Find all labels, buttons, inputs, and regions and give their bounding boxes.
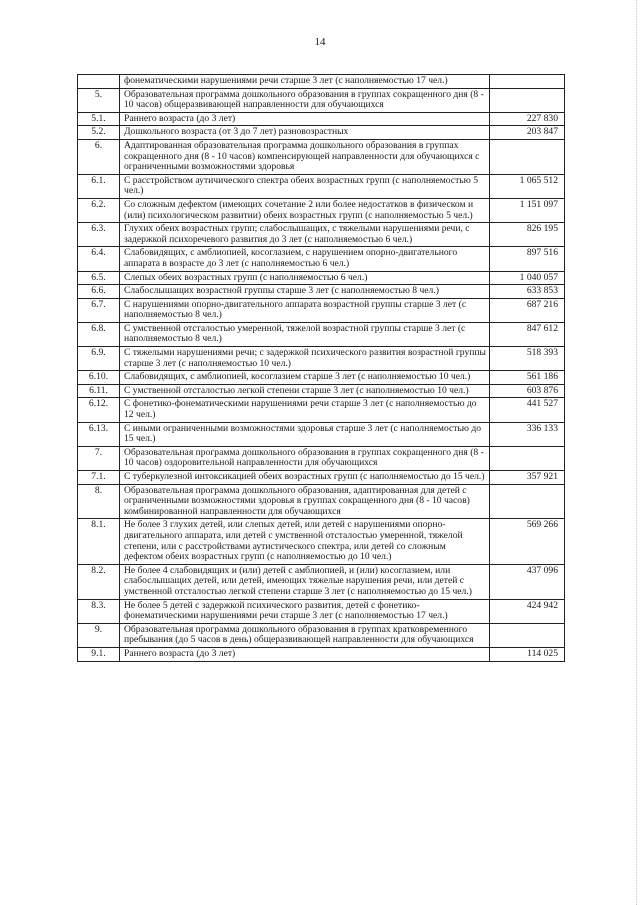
row-description: Слабовидящих, с амблиопией, косоглазием, с нарушением опорно-двигательного аппарата в возрасте до 3 лет (с наполняемостью 6 чел.) — [120, 247, 490, 271]
row-number: 6.12. — [78, 398, 120, 422]
row-description: С иными ограниченными возможностями здоровья старше 3 лет (с наполняемостью до 15 чел.) — [120, 422, 490, 446]
table-row — [78, 599, 565, 623]
row-number: 6.8. — [78, 322, 120, 346]
row-value: 897 516 — [490, 247, 565, 271]
table-row — [78, 112, 565, 126]
row-value: 227 830 — [490, 112, 565, 126]
row-description: Раннего возраста (до 3 лет) — [120, 647, 490, 661]
row-value: 518 393 — [490, 347, 565, 371]
row-value: 687 216 — [490, 298, 565, 322]
table-row — [78, 384, 565, 398]
row-value: 203 847 — [490, 126, 565, 140]
row-value: 633 853 — [490, 285, 565, 299]
row-number: 6. — [78, 139, 120, 174]
row-value: 847 612 — [490, 322, 565, 346]
table-row — [78, 484, 565, 519]
row-description: Глухих обеих возрастных групп; слабослышащих, с тяжелыми нарушениями речи, с задержкой психоречевого развития до 3 лет (с наполняемостью 6 чел.) — [120, 223, 490, 247]
table-row — [78, 647, 565, 661]
row-description: Слабовидящих, с амблиопией, косоглазием старше 3 лет (с наполняемостью 10 чел.) — [120, 371, 490, 385]
row-number: 6.4. — [78, 247, 120, 271]
row-number: 8.3. — [78, 599, 120, 623]
row-value: 603 876 — [490, 384, 565, 398]
row-description: Дошкольного возраста (от 3 до 7 лет) разновозрастных — [120, 126, 490, 140]
table-row — [78, 139, 565, 174]
row-number: 6.9. — [78, 347, 120, 371]
row-description: С нарушениями опорно-двигательного аппарата возрастной группы старше 3 лет (с наполняемостью 8 чел.) — [120, 298, 490, 322]
row-description: Со сложным дефектом (имеющих сочетание 2 или более недостатков в физическом и (или) психологическом развитии) обеих возрастных групп (с наполняемостью 5 чел.) — [120, 198, 490, 222]
table-body — [78, 75, 565, 662]
row-description: Не более 3 глухих детей, или слепых детей, или детей с нарушениями опорно-двигательного аппарата, или детей с умственной отсталостью умеренной, тяжелой степени, или с расстройствами аутистического спектра, или детей со сложным дефектом обеих возрастных групп (с наполняемостью до 10 чел.) — [120, 519, 490, 564]
table-row — [78, 285, 565, 299]
row-number: 9.1. — [78, 647, 120, 661]
row-number: 6.5. — [78, 271, 120, 285]
table-row — [78, 88, 565, 112]
row-description: Образовательная программа дошкольного образования, адаптированная для детей с ограниченными возможностями здоровья в группах сокращенного дня (8 - 10 часов) комбинированной направленности для обучающихся — [120, 484, 490, 519]
row-value: 114 025 — [490, 647, 565, 661]
row-description: С расстройством аутичического спектра обеих возрастных групп (с наполняемостью 5 чел.) — [120, 174, 490, 198]
row-number: 6.2. — [78, 198, 120, 222]
table-row — [78, 298, 565, 322]
table-row — [78, 75, 565, 89]
row-description: Слабослышащих возрастной группы старше 3 лет (с наполняемостью 8 чел.) — [120, 285, 490, 299]
row-description: С умственной отсталостью легкой степени старше 3 лет (с наполняемостью 10 чел.) — [120, 384, 490, 398]
row-value: 357 921 — [490, 471, 565, 485]
row-number: 6.3. — [78, 223, 120, 247]
row-value: 1 151 097 — [490, 198, 565, 222]
table-row — [78, 322, 565, 346]
row-description: Образовательная программа дошкольного образования в группах сокращенного дня (8 - 10 часов) оздоровительной направленности для обучающихся — [120, 446, 490, 470]
row-value — [490, 88, 565, 112]
row-description: Не более 4 слабовидящих и (или) детей с амблиопией, и (или) косоглазием, или слабослышащих детей, или детей, имеющих тяжелые нарушения речи, или детей с умственной отсталостью легкой степени старше 3 лет (с наполняемостью до 15 чел.) — [120, 564, 490, 599]
table-row — [78, 564, 565, 599]
row-value: 569 266 — [490, 519, 565, 564]
row-value: 1 065 512 — [490, 174, 565, 198]
row-number: 6.7. — [78, 298, 120, 322]
row-value — [490, 446, 565, 470]
table-row — [78, 271, 565, 285]
table-row — [78, 371, 565, 385]
row-number: 5.2. — [78, 126, 120, 140]
scan-margin-line — [636, 0, 637, 905]
row-value — [490, 139, 565, 174]
row-description: С фонетико-фонематическими нарушениями речи старше 3 лет (с наполняемостью до 12 чел.) — [120, 398, 490, 422]
row-number: 6.10. — [78, 371, 120, 385]
row-description: Слепых обеих возрастных групп (с наполняемостью 6 чел.) — [120, 271, 490, 285]
row-value: 437 096 — [490, 564, 565, 599]
table-row — [78, 471, 565, 485]
row-description: фонематическими нарушениями речи старше 3 лет (с наполняемостью 17 чел.) — [120, 75, 490, 89]
row-number: 8. — [78, 484, 120, 519]
row-number: 6.6. — [78, 285, 120, 299]
cost-table — [77, 74, 565, 662]
table-row — [78, 174, 565, 198]
row-number: 5.1. — [78, 112, 120, 126]
row-value — [490, 75, 565, 89]
page-number: 14 — [314, 36, 326, 48]
row-value — [490, 484, 565, 519]
row-value: 826 195 — [490, 223, 565, 247]
table-row — [78, 198, 565, 222]
row-number: 6.1. — [78, 174, 120, 198]
row-number: 7. — [78, 446, 120, 470]
row-description: Адаптированная образовательная программа дошкольного образования в группах сокращенного дня (8 - 10 часов) компенсирующей направленности для обучающихся с ограниченными возможностями здоровья — [120, 139, 490, 174]
row-number: 9. — [78, 623, 120, 647]
row-description: Не более 5 детей с задержкой психического развития, детей с фонетико-фонематическими нарушениями речи старше 3 лет (с наполняемостью 17 чел.) — [120, 599, 490, 623]
row-value: 441 527 — [490, 398, 565, 422]
table-row — [78, 347, 565, 371]
row-value: 1 040 057 — [490, 271, 565, 285]
row-description: С тяжелыми нарушениями речи; с задержкой психического развития возрастной группы старше 3 лет (с наполняемостью 10 чел.) — [120, 347, 490, 371]
row-description: Раннего возраста (до 3 лет) — [120, 112, 490, 126]
row-value — [490, 623, 565, 647]
row-value: 336 133 — [490, 422, 565, 446]
table-row — [78, 247, 565, 271]
row-description: Образовательная программа дошкольного образования в группах сокращенного дня (8 - 10 часов) общеразвивающей направленности для обучающихся — [120, 88, 490, 112]
row-number: 6.11. — [78, 384, 120, 398]
row-number: 8.1. — [78, 519, 120, 564]
table-row — [78, 223, 565, 247]
table-row — [78, 446, 565, 470]
table-row — [78, 398, 565, 422]
table-row — [78, 519, 565, 564]
table-row — [78, 623, 565, 647]
row-value: 424 942 — [490, 599, 565, 623]
row-number: 5. — [78, 88, 120, 112]
table-row — [78, 126, 565, 140]
table-row — [78, 422, 565, 446]
row-value: 561 186 — [490, 371, 565, 385]
row-number: 8.2. — [78, 564, 120, 599]
row-number: 7.1. — [78, 471, 120, 485]
row-description: С умственной отсталостью умеренной, тяжелой возрастной группы старше 3 лет (с наполняемостью 8 чел.) — [120, 322, 490, 346]
row-description: Образовательная программа дошкольного образования в группах кратковременного пребывания (до 5 часов в день) общеразвивающей направленности для обучающихся — [120, 623, 490, 647]
row-description: С туберкулезной интоксикацией обеих возрастных групп (с наполняемостью до 15 чел.) — [120, 471, 490, 485]
row-number — [78, 75, 120, 89]
row-number: 6.13. — [78, 422, 120, 446]
